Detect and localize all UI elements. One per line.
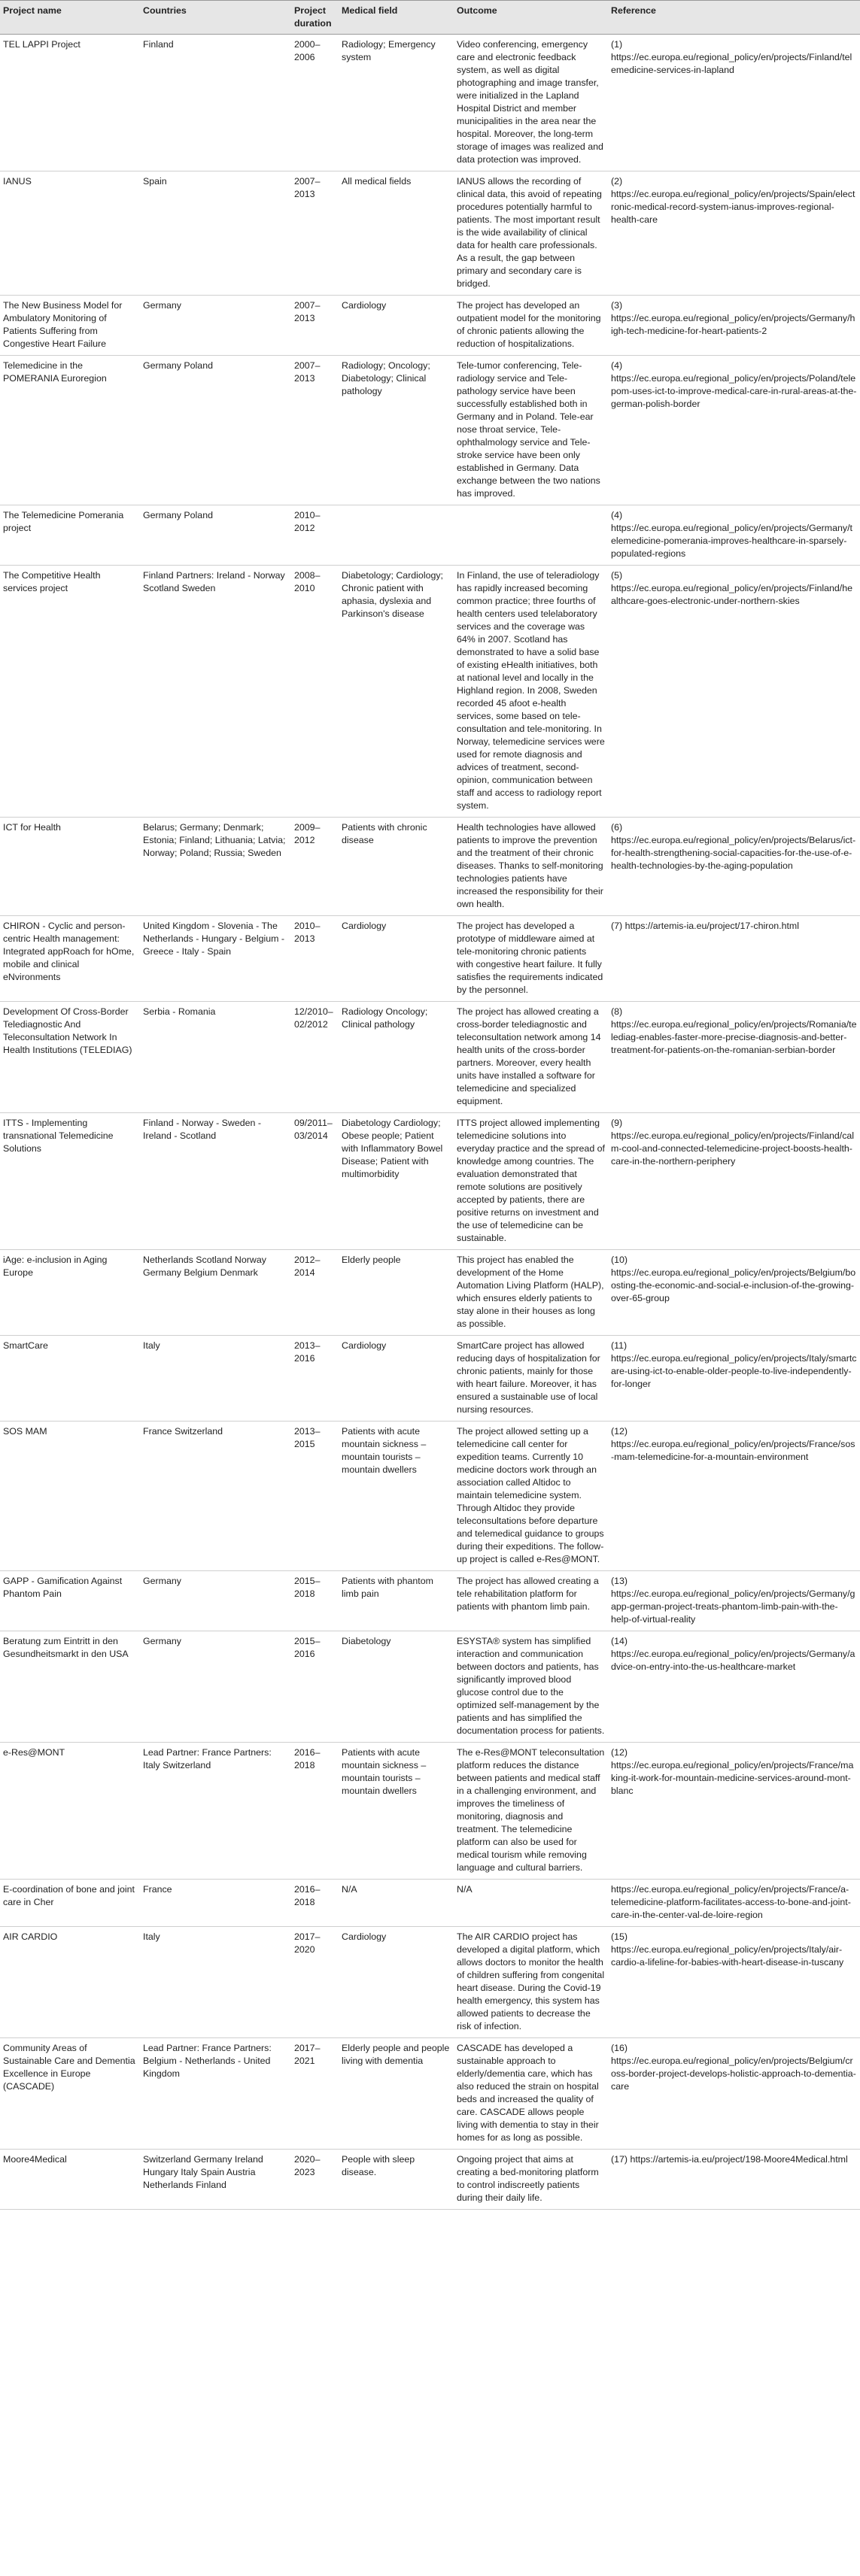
reference-cell: (12) https://ec.europa.eu/regional_policy/en/projects/France/making-it-work-for-mountain-medicine-services-around-mont-blanc xyxy=(608,1743,860,1880)
duration-cell: 2017–2020 xyxy=(291,1927,339,2038)
medical-field-cell: Diabetology Cardiology; Obese people; Patient with Inflammatory Bowel Disease; Patient with multimorbidity xyxy=(339,1113,454,1250)
medical-field-cell: Cardiology xyxy=(339,296,454,356)
table-row xyxy=(0,1113,860,1250)
reference-cell: https://ec.europa.eu/regional_policy/en/projects/France/a-telemedicine-platform-facilitates-access-to-bone-and-joint-care-in-the-center-val-de-loire-region xyxy=(608,1880,860,1927)
countries-cell: Spain xyxy=(140,171,291,296)
project-name-cell: Telemedicine in the POMERANIA Euroregion xyxy=(0,356,140,505)
reference-cell: (4) https://ec.europa.eu/regional_policy/en/projects/Germany/telemedicine-pomerania-improves-healthcare-in-sparsely-populated-regions xyxy=(608,505,860,566)
project-name-cell: Beratung zum Eintritt in den Gesundheitsmarkt in den USA xyxy=(0,1631,140,1743)
project-name-cell: SOS MAM xyxy=(0,1422,140,1571)
outcome-cell: The project has developed a prototype of middleware aimed at tele-monitoring chronic patients with congestive heart failure. It fully satisfies the requirements indicated by the personnel. xyxy=(454,916,608,1002)
outcome-cell: Video conferencing, emergency care and electronic feedback system, as well as digital photographing and image transfer, were initialized in the Lapland Hospital District and member municipalities in the area near the hospital. Moreover, the long-term storage of images was realized and data protection was improved. xyxy=(454,35,608,171)
duration-cell: 2009–2012 xyxy=(291,818,339,916)
table-row xyxy=(0,1250,860,1336)
reference-cell: (15) https://ec.europa.eu/regional_policy/en/projects/Italy/air-cardio-a-lifeline-for-babies-with-heart-disease-in-tuscany xyxy=(608,1927,860,2038)
countries-cell: Lead Partner: France Partners: Belgium - Netherlands - United Kingdom xyxy=(140,2038,291,2150)
duration-cell: 2016–2018 xyxy=(291,1743,339,1880)
header-countries: Countries xyxy=(140,1,291,35)
outcome-cell: The AIR CARDIO project has developed a digital platform, which allows doctors to monitor the health of children suffering from congenital heart disease. During the Covid-19 health emergency, this system has allowed patients to decrease the risk of infection. xyxy=(454,1927,608,2038)
table-row xyxy=(0,505,860,566)
project-name-cell: AIR CARDIO xyxy=(0,1927,140,2038)
table-row xyxy=(0,1336,860,1422)
outcome-cell: The project allowed setting up a telemedicine call center for expedition teams. Currently 10 medicine doctors work through an association called Altidoc to maintain telemedicine system. Through Altidoc they provide teleconsultations before departure and telemedical guidance to groups during their expeditions. The follow-up project is called e-Res@MONT. xyxy=(454,1422,608,1571)
project-name-cell: CHIRON - Cyclic and person- centric Health management: Integrated appRoach for hOme, mobile and clinical eNvironments xyxy=(0,916,140,1002)
countries-cell: Germany xyxy=(140,296,291,356)
countries-cell: Germany Poland xyxy=(140,356,291,505)
medical-field-cell: People with sleep disease. xyxy=(339,2150,454,2210)
table-row xyxy=(0,566,860,818)
reference-cell: (1) https://ec.europa.eu/regional_policy/en/projects/Finland/telemedicine-services-in-lapland xyxy=(608,35,860,171)
countries-cell: Italy xyxy=(140,1927,291,2038)
outcome-cell: The project has developed an outpatient model for the monitoring of chronic patients allowing the reduction of hospitalizations. xyxy=(454,296,608,356)
outcome-cell: SmartCare project has allowed reducing days of hospitalization for chronic patients, mainly for those with heart failure. Moreover, it has ensured a sustainable use of local nursing resources. xyxy=(454,1336,608,1422)
table-row xyxy=(0,296,860,356)
outcome-cell: N/A xyxy=(454,1880,608,1927)
table-row xyxy=(0,1880,860,1927)
countries-cell: Belarus; Germany; Denmark; Estonia; Finland; Lithuania; Latvia; Norway; Poland; Russia; Sweden xyxy=(140,818,291,916)
header-row xyxy=(0,1,860,35)
project-name-cell: IANUS xyxy=(0,171,140,296)
medical-field-cell: All medical fields xyxy=(339,171,454,296)
medical-field-cell: Cardiology xyxy=(339,1336,454,1422)
duration-cell: 12/2010–02/2012 xyxy=(291,1002,339,1113)
table-row xyxy=(0,1927,860,2038)
reference-cell: (3) https://ec.europa.eu/regional_policy/en/projects/Germany/high-tech-medicine-for-heart-patients-2 xyxy=(608,296,860,356)
countries-cell: Germany xyxy=(140,1631,291,1743)
duration-cell: 2013–2016 xyxy=(291,1336,339,1422)
duration-cell: 2007–2013 xyxy=(291,356,339,505)
outcome-cell: IANUS allows the recording of clinical data, this avoid of repeating procedures potentially harmful to patients. The most important result is the wide availability of clinical data for health care professionals. As a result, the gap between primary and secondary care is bridged. xyxy=(454,171,608,296)
duration-cell: 2007–2013 xyxy=(291,296,339,356)
table-row xyxy=(0,1571,860,1631)
duration-cell: 2015–2016 xyxy=(291,1631,339,1743)
table-row xyxy=(0,1422,860,1571)
duration-cell: 09/2011–03/2014 xyxy=(291,1113,339,1250)
outcome-cell: CASCADE has developed a sustainable approach to elderly/dementia care, which has also reduced the strain on hospital beds and increased the quality of care. CASCADE allows people living with dementia to stay in their homes for as long as possible. xyxy=(454,2038,608,2150)
reference-cell: (16) https://ec.europa.eu/regional_policy/en/projects/Belgium/cross-border-project-develops-holistic-approach-to-dementia-care xyxy=(608,2038,860,2150)
medical-field-cell: Radiology Oncology; Clinical pathology xyxy=(339,1002,454,1113)
outcome-cell: The e-Res@MONT teleconsultation platform reduces the distance between patients and medical staff in a challenging environment, and improves the timeliness of monitoring, diagnosis and treatment. The telemedicine platform can also be used for medical tourism while removing language and cultural barriers. xyxy=(454,1743,608,1880)
table-row xyxy=(0,1631,860,1743)
table-row xyxy=(0,171,860,296)
outcome-cell: ITTS project allowed implementing telemedicine solutions into everyday practice and the spread of knowledge among countries. The evaluation demonstrated that remote solutions are positively accepted by patients, there are positive returns on investment and the use of telemedicine can be sustainable. xyxy=(454,1113,608,1250)
outcome-cell: The project has allowed creating a cross-border telediagnostic and teleconsultation network among 14 health units of the cross-border partners. Moreover, every health units have installed a software for telemedicine and specialized equipment. xyxy=(454,1002,608,1113)
duration-cell: 2010–2013 xyxy=(291,916,339,1002)
project-name-cell: TEL LAPPI Project xyxy=(0,35,140,171)
header-reference: Reference xyxy=(608,1,860,35)
reference-cell: (8) https://ec.europa.eu/regional_policy/en/projects/Romania/telediag-enables-faster-more-precise-diagnosis-and-better-treatment-for-patients-on-the-romanian-serbian-border xyxy=(608,1002,860,1113)
reference-cell: (9) https://ec.europa.eu/regional_policy/en/projects/Finland/calm-cool-and-connected-telemedicine-project-boosts-health-care-in-the-northern-periphery xyxy=(608,1113,860,1250)
outcome-cell: ESYSTA® system has simplified interaction and communication between doctors and patients, has significantly improved blood glucose control due to the optimized self-management by the patients and has simplified the documentation process for patients. xyxy=(454,1631,608,1743)
duration-cell: 2016–2018 xyxy=(291,1880,339,1927)
duration-cell: 2010–2012 xyxy=(291,505,339,566)
medical-field-cell: Patients with acute mountain sickness – mountain tourists – mountain dwellers xyxy=(339,1422,454,1571)
header-medical-field: Medical field xyxy=(339,1,454,35)
reference-cell: (6) https://ec.europa.eu/regional_policy/en/projects/Belarus/ict-for-health-strengthening-social-capacities-for-the-use-of-e-health-technologies-by-the-aging-population xyxy=(608,818,860,916)
medical-field-cell: Elderly people and people living with dementia xyxy=(339,2038,454,2150)
duration-cell: 2015–2018 xyxy=(291,1571,339,1631)
project-name-cell: e-Res@MONT xyxy=(0,1743,140,1880)
duration-cell: 2020–2023 xyxy=(291,2150,339,2210)
medical-field-cell: Radiology; Oncology; Diabetology; Clinical pathology xyxy=(339,356,454,505)
duration-cell: 2012–2014 xyxy=(291,1250,339,1336)
duration-cell: 2017–2021 xyxy=(291,2038,339,2150)
reference-cell: (10) https://ec.europa.eu/regional_policy/en/projects/Belgium/boosting-the-economic-and-social-e-inclusion-of-the-growing-over-65-group xyxy=(608,1250,860,1336)
project-name-cell: Development Of Cross-Border Telediagnostic And Teleconsultation Network In Health Institutions (TELEDIAG) xyxy=(0,1002,140,1113)
duration-cell: 2008–2010 xyxy=(291,566,339,818)
medical-field-cell: Diabetology; Cardiology; Chronic patient with aphasia, dyslexia and Parkinson's disease xyxy=(339,566,454,818)
table-row xyxy=(0,818,860,916)
project-name-cell: E-coordination of bone and joint care in Cher xyxy=(0,1880,140,1927)
table-row xyxy=(0,1743,860,1880)
outcome-cell: Health technologies have allowed patients to improve the prevention and the treatment of their chronic diseases. Thanks to self-monitoring technologies patients have increased the responsibility for their own health. xyxy=(454,818,608,916)
project-name-cell: ICT for Health xyxy=(0,818,140,916)
countries-cell: Netherlands Scotland Norway Germany Belgium Denmark xyxy=(140,1250,291,1336)
countries-cell: Germany Poland xyxy=(140,505,291,566)
countries-cell: Lead Partner: France Partners: Italy Switzerland xyxy=(140,1743,291,1880)
duration-cell: 2000–2006 xyxy=(291,35,339,171)
countries-cell: Finland Partners: Ireland - Norway Scotland Sweden xyxy=(140,566,291,818)
countries-cell: France Switzerland xyxy=(140,1422,291,1571)
medical-field-cell: Patients with acute mountain sickness – mountain tourists – mountain dwellers xyxy=(339,1743,454,1880)
project-name-cell: The Competitive Health services project xyxy=(0,566,140,818)
medical-field-cell: Radiology; Emergency system xyxy=(339,35,454,171)
project-name-cell: SmartCare xyxy=(0,1336,140,1422)
project-name-cell: ITTS - Implementing transnational Telemedicine Solutions xyxy=(0,1113,140,1250)
countries-cell: Switzerland Germany Ireland Hungary Italy Spain Austria Netherlands Finland xyxy=(140,2150,291,2210)
countries-cell: United Kingdom - Slovenia - The Netherlands - Hungary - Belgium - Greece - Italy - Spain xyxy=(140,916,291,1002)
outcome-cell: Tele-tumor conferencing, Tele-radiology service and Tele-pathology service have been successfully established both in Germany and in Poland. Tele-ear nose throat service, Tele-ophthalmology service and Tele-stroke service have been only established in Germany. Data exchange between the two nations has improved. xyxy=(454,356,608,505)
project-name-cell: Moore4Medical xyxy=(0,2150,140,2210)
project-name-cell: The New Business Model for Ambulatory Monitoring of Patients Suffering from Congestive Heart Failure xyxy=(0,296,140,356)
medical-field-cell: Patients with phantom limb pain xyxy=(339,1571,454,1631)
duration-cell: 2013–2015 xyxy=(291,1422,339,1571)
header-outcome: Outcome xyxy=(454,1,608,35)
header-project-name: Project name xyxy=(0,1,140,35)
reference-cell: (11) https://ec.europa.eu/regional_policy/en/projects/Italy/smartcare-using-ict-to-enable-older-people-to-live-independently-for-longer xyxy=(608,1336,860,1422)
duration-cell: 2007–2013 xyxy=(291,171,339,296)
reference-cell: (12) https://ec.europa.eu/regional_policy/en/projects/France/sos-mam-telemedicine-for-a-mountain-environment xyxy=(608,1422,860,1571)
medical-field-cell: Cardiology xyxy=(339,1927,454,2038)
outcome-cell: Ongoing project that aims at creating a bed-monitoring platform to control indiscreetly patients during their daily life. xyxy=(454,2150,608,2210)
table-row xyxy=(0,356,860,505)
medical-field-cell: Patients with chronic disease xyxy=(339,818,454,916)
reference-cell: (4) https://ec.europa.eu/regional_policy/en/projects/Poland/telepom-uses-ict-to-improve-medical-care-in-rural-areas-at-the-german-polish-border xyxy=(608,356,860,505)
medical-field-cell: Diabetology xyxy=(339,1631,454,1743)
project-name-cell: GAPP - Gamification Against Phantom Pain xyxy=(0,1571,140,1631)
project-name-cell: iAge: e-inclusion in Aging Europe xyxy=(0,1250,140,1336)
outcome-cell: This project has enabled the development of the Home Automation Living Platform (HALP), which ensures elderly patients to stay alone in their houses as long as possible. xyxy=(454,1250,608,1336)
countries-cell: Germany xyxy=(140,1571,291,1631)
reference-cell: (5) https://ec.europa.eu/regional_policy/en/projects/Finland/healthcare-goes-electronic-under-northern-skies xyxy=(608,566,860,818)
medical-field-cell xyxy=(339,505,454,566)
table-row xyxy=(0,2038,860,2150)
outcome-cell: The project has allowed creating a tele rehabilitation platform for patients with phantom limb pain. xyxy=(454,1571,608,1631)
countries-cell: Italy xyxy=(140,1336,291,1422)
countries-cell: Finland - Norway - Sweden - Ireland - Scotland xyxy=(140,1113,291,1250)
reference-cell: (14) https://ec.europa.eu/regional_policy/en/projects/Germany/advice-on-entry-into-the-us-healthcare-market xyxy=(608,1631,860,1743)
header-project-duration: Project duration xyxy=(291,1,339,35)
reference-cell: (2) https://ec.europa.eu/regional_policy/en/projects/Spain/electronic-medical-record-system-ianus-improves-regional-health-care xyxy=(608,171,860,296)
countries-cell: France xyxy=(140,1880,291,1927)
reference-cell: (7) https://artemis-ia.eu/project/17-chiron.html xyxy=(608,916,860,1002)
reference-cell: (13) https://ec.europa.eu/regional_policy/en/projects/Germany/gapp-german-project-treats-phantom-limb-pain-with-the-help-of-virtual-reality xyxy=(608,1571,860,1631)
reference-cell: (17) https://artemis-ia.eu/project/198-Moore4Medical.html xyxy=(608,2150,860,2210)
table-row xyxy=(0,1002,860,1113)
table-row xyxy=(0,35,860,171)
outcome-cell xyxy=(454,505,608,566)
project-name-cell: Community Areas of Sustainable Care and Dementia Excellence in Europe (CASCADE) xyxy=(0,2038,140,2150)
project-name-cell: The Telemedicine Pomerania project xyxy=(0,505,140,566)
medical-field-cell: N/A xyxy=(339,1880,454,1927)
table-row xyxy=(0,916,860,1002)
medical-field-cell: Cardiology xyxy=(339,916,454,1002)
medical-field-cell: Elderly people xyxy=(339,1250,454,1336)
countries-cell: Finland xyxy=(140,35,291,171)
countries-cell: Serbia - Romania xyxy=(140,1002,291,1113)
table-row xyxy=(0,2150,860,2210)
outcome-cell: In Finland, the use of teleradiology has rapidly increased becoming common practice; three fourths of health centers used telelaboratory services and the coverage was 64% in 2007. Scotland has demonstrated to have a solid base of existing eHealth initiatives, both at national level and locally in the Highland region. In 2008, Sweden recorded 45 afoot e-health services, some based on tele-consultation and tele-monitoring. In Norway, telemedicine services were used for remote diagnosis and advices of treatment, second-opinion, communication between staff and access to radiology report system. xyxy=(454,566,608,818)
